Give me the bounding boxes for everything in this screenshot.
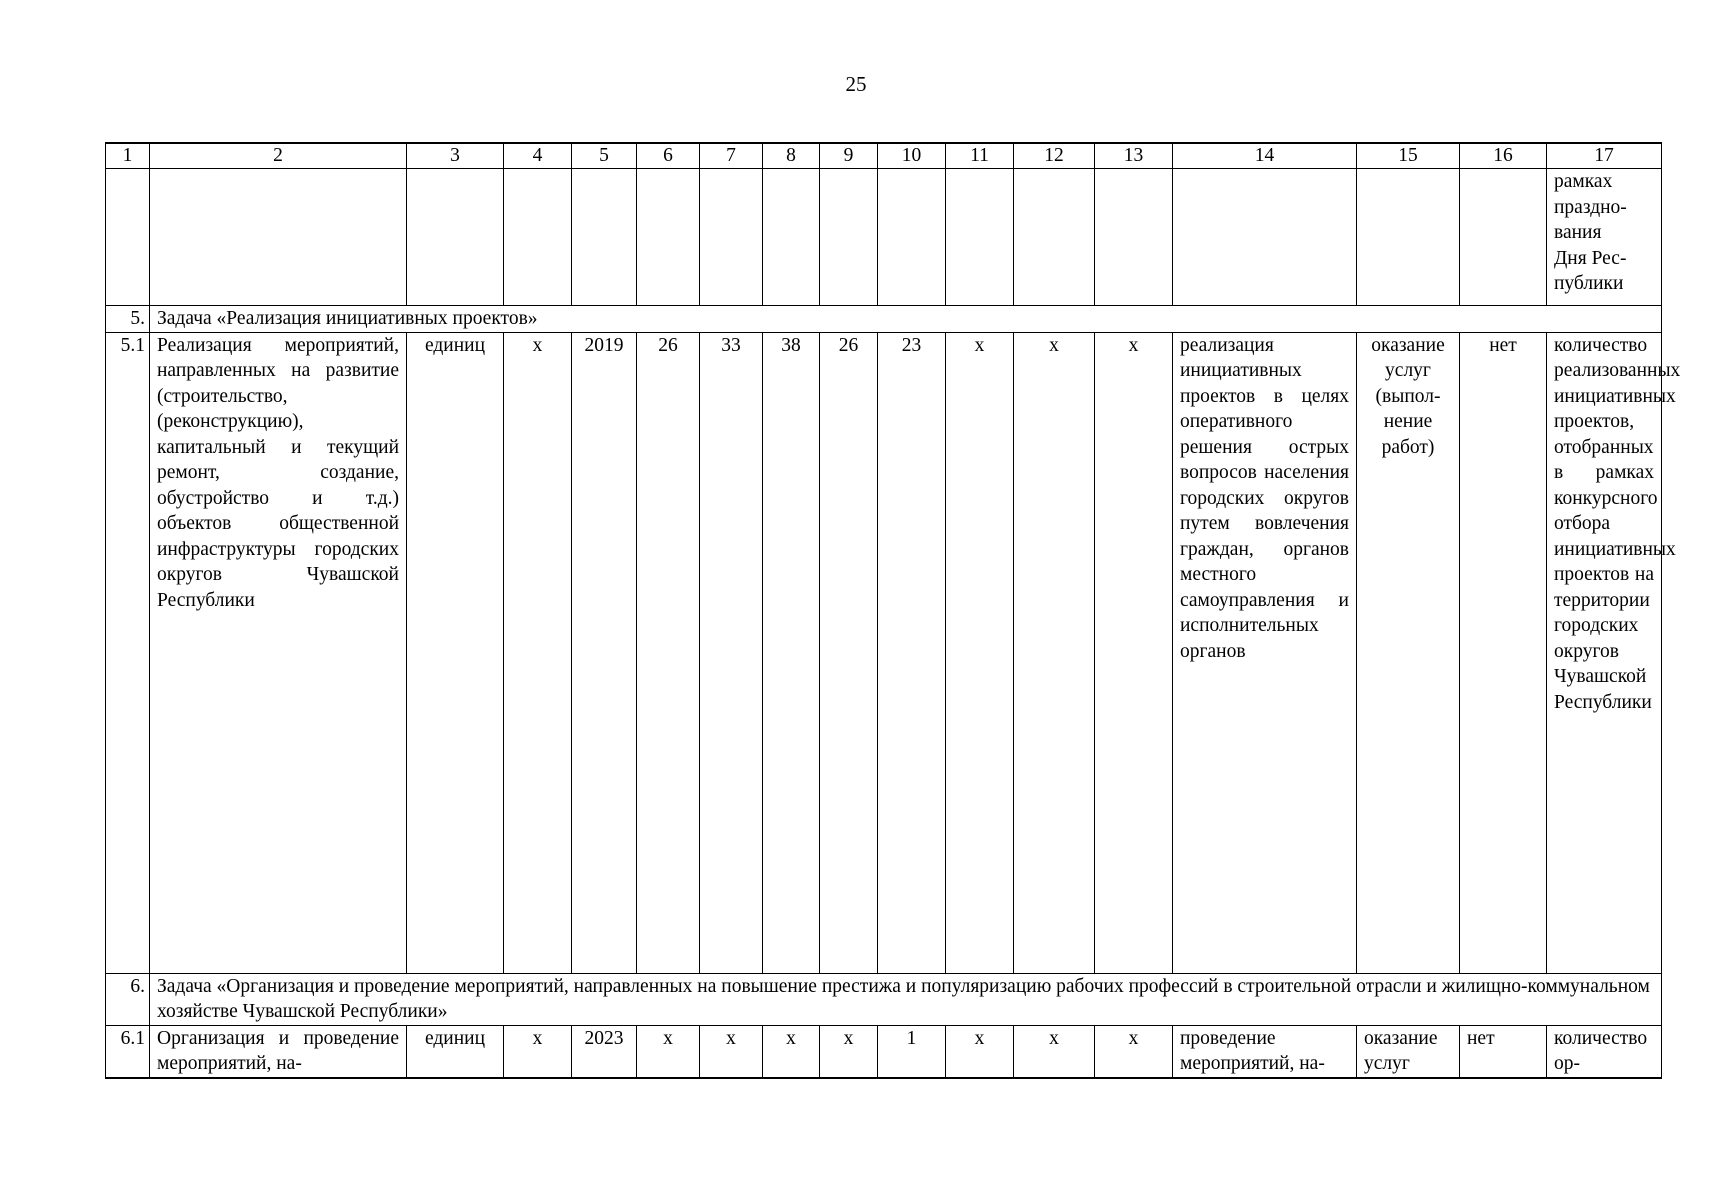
indicator-cell: количество реализованных инициативных проектов, отобранных в рамках конкурсного отбора инициативных проектов на территории городских округов Чувашской Республики [1547, 332, 1662, 973]
header-cell: 13 [1095, 143, 1173, 169]
value-cell: 1 [878, 1025, 946, 1078]
task-number: 6. [106, 973, 150, 1025]
base-year-cell: 2019 [572, 332, 637, 973]
header-cell: 6 [637, 143, 700, 169]
row-number: 6.1 [106, 1025, 150, 1078]
value-cell: х [700, 1025, 763, 1078]
continuation-indicator-text: рамках праздно- вания Дня Рес- публики [1547, 169, 1662, 306]
header-cell: 4 [504, 143, 572, 169]
value-cell: х [637, 1025, 700, 1078]
value-cell: х [946, 1025, 1014, 1078]
header-cell: 14 [1173, 143, 1357, 169]
header-cell: 10 [878, 143, 946, 169]
value-cell: 33 [700, 332, 763, 973]
program-table [105, 142, 1681, 1079]
value-cell: х [1014, 332, 1095, 973]
value-cell: х [946, 332, 1014, 973]
header-cell: 5 [572, 143, 637, 169]
flag-cell: нет [1460, 1025, 1547, 1078]
unit-cell: единиц [407, 332, 504, 973]
header-cell: 1 [106, 143, 150, 169]
purpose-cell: проведение мероприятий, на- [1173, 1025, 1357, 1078]
activity-name: Реализация мероприятий, направленных на развитие (строительство, (реконструкцию), капитальный и текущий ремонт, создание, обустройство и т.д.) объектов общественной инфраструктуры городских округов Чувашской Республики [150, 332, 407, 973]
base-year-cell: 2023 [572, 1025, 637, 1078]
row-number: 5.1 [106, 332, 150, 973]
value-cell: х [1014, 1025, 1095, 1078]
activity-name: Организация и проведение мероприятий, на- [150, 1025, 407, 1078]
value-cell: х [504, 332, 572, 973]
page-number: 25 [845, 72, 867, 96]
column-number-row [106, 143, 1662, 169]
value-cell: 26 [820, 332, 878, 973]
header-cell: 17 [1547, 143, 1662, 169]
table-row [106, 1025, 1662, 1078]
service-type-cell: оказание услуг [1357, 1025, 1460, 1078]
unit-cell: единиц [407, 1025, 504, 1078]
header-cell: 2 [150, 143, 407, 169]
task-row [106, 973, 1662, 1025]
continuation-row [106, 169, 1662, 306]
value-cell: х [1095, 1025, 1173, 1078]
value-cell: х [1095, 332, 1173, 973]
header-cell: 11 [946, 143, 1014, 169]
table-row [106, 332, 1662, 973]
header-cell: 16 [1460, 143, 1547, 169]
value-cell: 38 [763, 332, 820, 973]
value-cell: х [763, 1025, 820, 1078]
header-cell: 3 [407, 143, 504, 169]
value-cell: х [504, 1025, 572, 1078]
header-cell: 8 [763, 143, 820, 169]
header-cell: 7 [700, 143, 763, 169]
task-title: Задача «Реализация инициативных проектов» [150, 306, 1662, 333]
header-cell: 12 [1014, 143, 1095, 169]
indicator-cell: количество ор- [1547, 1025, 1662, 1078]
header-cell: 9 [820, 143, 878, 169]
task-number: 5. [106, 306, 150, 333]
value-cell: х [820, 1025, 878, 1078]
value-cell: 23 [878, 332, 946, 973]
value-cell: 26 [637, 332, 700, 973]
task-row [106, 306, 1662, 333]
task-title: Задача «Организация и проведение мероприятий, направленных на повышение престижа и популяризацию рабочих профессий в строительной отрасли и жилищно-коммунальном хозяйстве Чувашской Республики» [150, 973, 1662, 1025]
header-cell: 15 [1357, 143, 1460, 169]
purpose-cell: реализация инициативных проектов в целях оперативного решения острых вопросов населения городских округов путем вовлечения граждан, органов местного самоуправления и исполнительных органов [1173, 332, 1357, 973]
service-type-cell: оказание услуг (выпол- нение работ) [1357, 332, 1460, 973]
flag-cell: нет [1460, 332, 1547, 973]
